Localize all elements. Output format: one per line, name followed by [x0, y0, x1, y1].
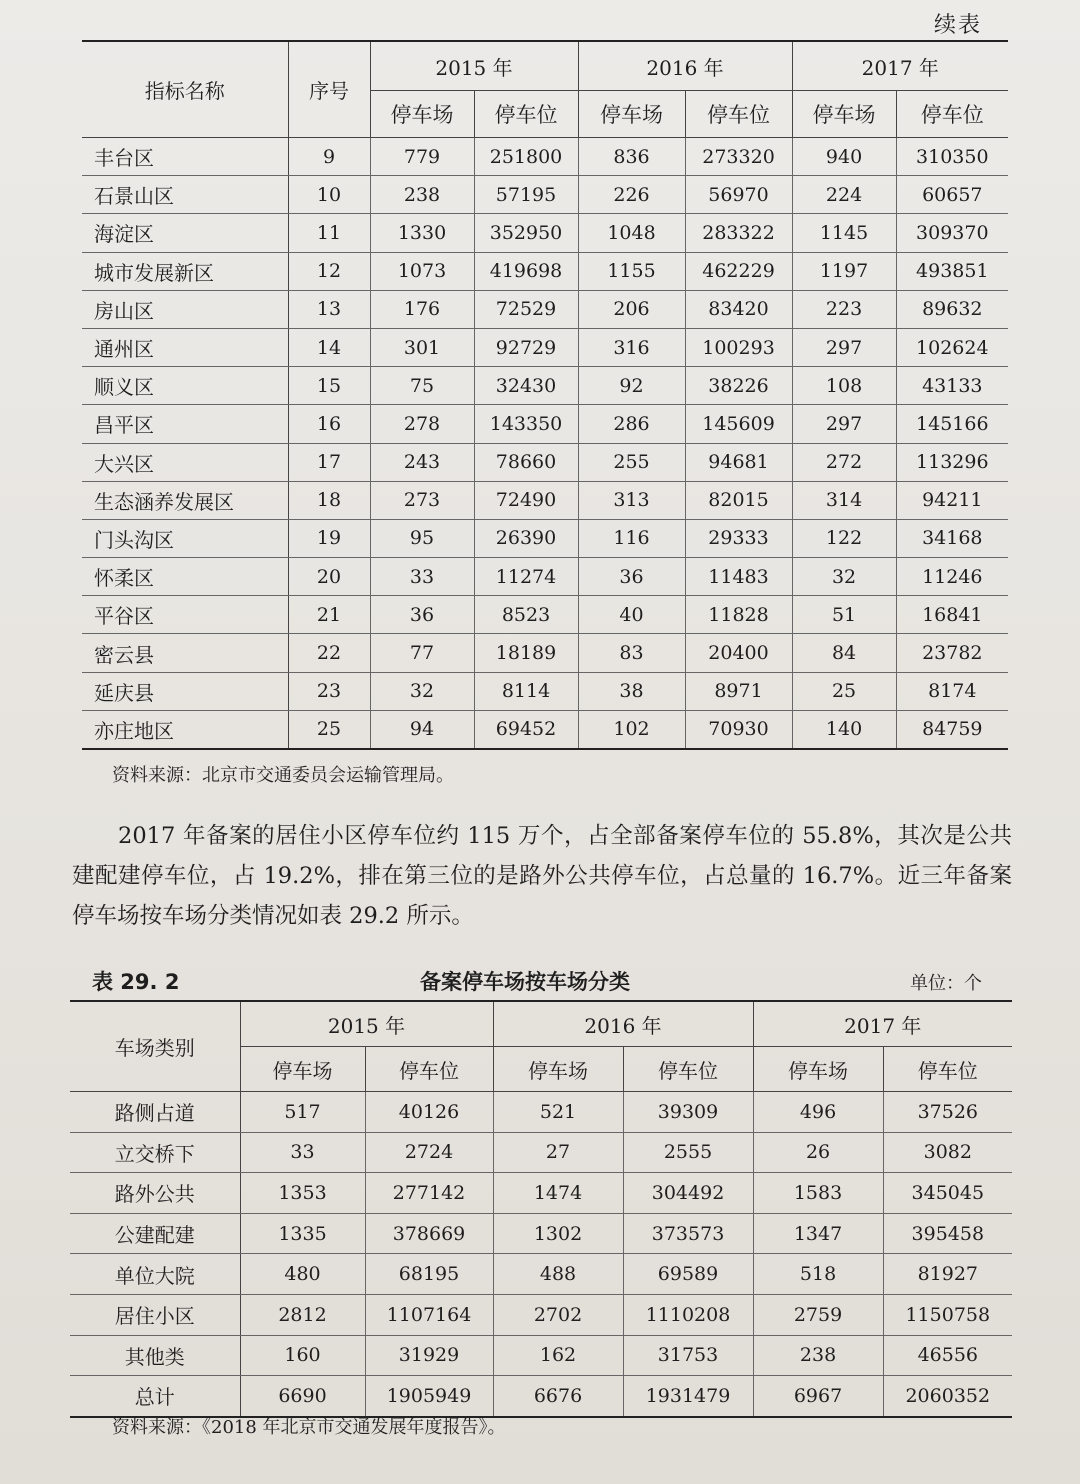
- row-name: 通州区: [82, 328, 288, 366]
- cell-lots: 84: [792, 634, 896, 672]
- table2-source-note: 资料来源：《2018 年北京市交通发展年度报告》。: [112, 1417, 506, 1438]
- table2-unit: 单位：个: [910, 973, 982, 994]
- cell-lots: 1073: [370, 252, 474, 290]
- cell-lots: 162: [493, 1335, 623, 1376]
- cell-lots: 108: [792, 367, 896, 405]
- cell-spaces: 16841: [896, 596, 1008, 634]
- cell-spaces: 2724: [365, 1132, 493, 1173]
- cell-lots: 38: [578, 672, 685, 710]
- table-row: [70, 1213, 1012, 1254]
- row-seq: 17: [288, 443, 370, 481]
- cell-spaces: 39309: [623, 1092, 753, 1133]
- table-row: [82, 443, 1008, 481]
- row-name: 房山区: [82, 290, 288, 328]
- header-spaces: 停车位: [365, 1047, 493, 1092]
- row-name: 石景山区: [82, 176, 288, 214]
- row-seq: 15: [288, 367, 370, 405]
- table-row: [70, 1132, 1012, 1173]
- row-seq: 18: [288, 481, 370, 519]
- cell-spaces: 8523: [474, 596, 578, 634]
- row-name: 城市发展新区: [82, 252, 288, 290]
- cell-spaces: 34168: [896, 519, 1008, 557]
- cell-spaces: 11483: [685, 558, 792, 596]
- cell-lots: 75: [370, 367, 474, 405]
- row-name: 顺义区: [82, 367, 288, 405]
- cell-spaces: 56970: [685, 176, 792, 214]
- cell-spaces: 29333: [685, 519, 792, 557]
- cell-lots: 480: [240, 1254, 365, 1295]
- table-row: [82, 672, 1008, 710]
- cell-lots: 1474: [493, 1173, 623, 1214]
- header-lots: 停车场: [493, 1047, 623, 1092]
- row-seq: 12: [288, 252, 370, 290]
- cell-lots: 313: [578, 481, 685, 519]
- cell-lots: 51: [792, 596, 896, 634]
- cell-spaces: 345045: [883, 1173, 1012, 1214]
- cell-lots: 314: [792, 481, 896, 519]
- table-row: [70, 1092, 1012, 1133]
- cell-lots: 33: [370, 558, 474, 596]
- cell-lots: 140: [792, 710, 896, 749]
- table-row: [82, 710, 1008, 749]
- row-name: 平谷区: [82, 596, 288, 634]
- table-row: [82, 596, 1008, 634]
- cell-lots: 36: [578, 558, 685, 596]
- cell-spaces: 145609: [685, 405, 792, 443]
- row-name: 大兴区: [82, 443, 288, 481]
- header-seq: 序号: [288, 41, 370, 138]
- table-row: [70, 1294, 1012, 1335]
- cell-spaces: 26390: [474, 519, 578, 557]
- cell-spaces: 277142: [365, 1173, 493, 1214]
- cell-spaces: 94681: [685, 443, 792, 481]
- cell-lots: 521: [493, 1092, 623, 1133]
- cell-spaces: 100293: [685, 328, 792, 366]
- cell-lots: 1583: [753, 1173, 883, 1214]
- cell-lots: 779: [370, 138, 474, 176]
- row-name: 延庆县: [82, 672, 288, 710]
- row-seq: 14: [288, 328, 370, 366]
- parking-by-category-table: [70, 1000, 1012, 1418]
- cell-lots: 2702: [493, 1294, 623, 1335]
- row-seq: 22: [288, 634, 370, 672]
- table-row: [70, 1254, 1012, 1295]
- cell-lots: 1048: [578, 214, 685, 252]
- row-name: 单位大院: [70, 1254, 240, 1295]
- cell-spaces: 8174: [896, 672, 1008, 710]
- cell-lots: 2812: [240, 1294, 365, 1335]
- cell-spaces: 143350: [474, 405, 578, 443]
- header-spaces: 停车位: [623, 1047, 753, 1092]
- row-seq: 13: [288, 290, 370, 328]
- cell-spaces: 113296: [896, 443, 1008, 481]
- continued-label: 续表: [933, 13, 982, 38]
- cell-lots: 496: [753, 1092, 883, 1133]
- row-name: 路侧占道: [70, 1092, 240, 1133]
- cell-spaces: 31929: [365, 1335, 493, 1376]
- cell-spaces: 273320: [685, 138, 792, 176]
- cell-spaces: 8114: [474, 672, 578, 710]
- cell-lots: 517: [240, 1092, 365, 1133]
- cell-lots: 286: [578, 405, 685, 443]
- header-category: 车场类别: [70, 1001, 240, 1092]
- cell-spaces: 72529: [474, 290, 578, 328]
- cell-spaces: 1110208: [623, 1294, 753, 1335]
- table-row: [82, 367, 1008, 405]
- header-spaces: 停车位: [896, 91, 1008, 138]
- cell-lots: 518: [753, 1254, 883, 1295]
- cell-lots: 836: [578, 138, 685, 176]
- cell-lots: 176: [370, 290, 474, 328]
- row-name: 怀柔区: [82, 558, 288, 596]
- cell-lots: 1145: [792, 214, 896, 252]
- cell-lots: 226: [578, 176, 685, 214]
- cell-lots: 206: [578, 290, 685, 328]
- cell-spaces: 352950: [474, 214, 578, 252]
- cell-spaces: 2060352: [883, 1376, 1012, 1417]
- cell-spaces: 283322: [685, 214, 792, 252]
- table-row: [82, 405, 1008, 443]
- row-name: 丰台区: [82, 138, 288, 176]
- header-lots: 停车场: [240, 1047, 365, 1092]
- cell-spaces: 419698: [474, 252, 578, 290]
- cell-spaces: 69589: [623, 1254, 753, 1295]
- cell-lots: 940: [792, 138, 896, 176]
- cell-lots: 316: [578, 328, 685, 366]
- header-lots: 停车场: [370, 91, 474, 138]
- cell-spaces: 493851: [896, 252, 1008, 290]
- row-name: 生态涵养发展区: [82, 481, 288, 519]
- cell-lots: 32: [792, 558, 896, 596]
- table-row: [70, 1376, 1012, 1417]
- header-year-2017: 2017 年: [753, 1001, 1012, 1047]
- header-indicator-name: 指标名称: [82, 41, 288, 138]
- body-paragraph: [72, 816, 1012, 936]
- cell-spaces: 94211: [896, 481, 1008, 519]
- cell-spaces: 57195: [474, 176, 578, 214]
- cell-lots: 102: [578, 710, 685, 749]
- cell-lots: 94: [370, 710, 474, 749]
- row-seq: 11: [288, 214, 370, 252]
- cell-lots: 27: [493, 1132, 623, 1173]
- row-seq: 21: [288, 596, 370, 634]
- cell-spaces: 70930: [685, 710, 792, 749]
- cell-spaces: 78660: [474, 443, 578, 481]
- cell-spaces: 8971: [685, 672, 792, 710]
- cell-spaces: 43133: [896, 367, 1008, 405]
- table-row: [82, 328, 1008, 366]
- district-parking-table: [82, 40, 1008, 750]
- paragraph-text: 2017 年备案的居住小区停车位约 115 万个，占全部备案停车位的 55.8%，其次是公共建配建停车位，占 19.2%，排在第三位的是路外公共停车位，占总量的 16.7%。近三年备案停车场按车场分类情况如表 29.2 所示。: [72, 823, 1012, 929]
- cell-spaces: 378669: [365, 1213, 493, 1254]
- table-row: [82, 558, 1008, 596]
- cell-spaces: 31753: [623, 1335, 753, 1376]
- row-name: 立交桥下: [70, 1132, 240, 1173]
- cell-spaces: 11828: [685, 596, 792, 634]
- cell-lots: 36: [370, 596, 474, 634]
- row-name: 亦庄地区: [82, 710, 288, 749]
- row-seq: 10: [288, 176, 370, 214]
- cell-spaces: 37526: [883, 1092, 1012, 1133]
- header-year-2017: 2017 年: [792, 41, 1008, 91]
- row-seq: 20: [288, 558, 370, 596]
- cell-spaces: 304492: [623, 1173, 753, 1214]
- cell-spaces: 373573: [623, 1213, 753, 1254]
- cell-lots: 488: [493, 1254, 623, 1295]
- table-row: [82, 214, 1008, 252]
- cell-lots: 238: [753, 1335, 883, 1376]
- cell-lots: 1155: [578, 252, 685, 290]
- cell-lots: 92: [578, 367, 685, 405]
- cell-lots: 33: [240, 1132, 365, 1173]
- cell-spaces: 60657: [896, 176, 1008, 214]
- header-year-2016: 2016 年: [493, 1001, 753, 1047]
- cell-spaces: 84759: [896, 710, 1008, 749]
- cell-lots: 1347: [753, 1213, 883, 1254]
- table-row: [82, 481, 1008, 519]
- cell-spaces: 32430: [474, 367, 578, 405]
- cell-lots: 297: [792, 328, 896, 366]
- cell-lots: 2759: [753, 1294, 883, 1335]
- cell-spaces: 82015: [685, 481, 792, 519]
- cell-spaces: 462229: [685, 252, 792, 290]
- row-name: 总计: [70, 1376, 240, 1417]
- header-lots: 停车场: [753, 1047, 883, 1092]
- cell-lots: 297: [792, 405, 896, 443]
- cell-spaces: 1931479: [623, 1376, 753, 1417]
- header-spaces: 停车位: [883, 1047, 1012, 1092]
- header-year-2015: 2015 年: [370, 41, 578, 91]
- table-row: [82, 290, 1008, 328]
- cell-lots: 6967: [753, 1376, 883, 1417]
- table-row: [82, 138, 1008, 176]
- cell-spaces: 83420: [685, 290, 792, 328]
- cell-lots: 1197: [792, 252, 896, 290]
- cell-lots: 1353: [240, 1173, 365, 1214]
- row-name: 门头沟区: [82, 519, 288, 557]
- cell-spaces: 1107164: [365, 1294, 493, 1335]
- table-row: [82, 252, 1008, 290]
- table-row: [82, 634, 1008, 672]
- cell-spaces: 23782: [896, 634, 1008, 672]
- table2-title: 备案停车场按车场分类: [420, 970, 630, 994]
- cell-lots: 83: [578, 634, 685, 672]
- cell-lots: 122: [792, 519, 896, 557]
- cell-lots: 223: [792, 290, 896, 328]
- cell-spaces: 2555: [623, 1132, 753, 1173]
- cell-lots: 6676: [493, 1376, 623, 1417]
- row-name: 路外公共: [70, 1173, 240, 1214]
- table2-number: 表 29. 2: [92, 970, 180, 994]
- header-lots: 停车场: [792, 91, 896, 138]
- row-name: 海淀区: [82, 214, 288, 252]
- cell-spaces: 89632: [896, 290, 1008, 328]
- cell-lots: 224: [792, 176, 896, 214]
- cell-spaces: 92729: [474, 328, 578, 366]
- cell-lots: 1302: [493, 1213, 623, 1254]
- cell-lots: 6690: [240, 1376, 365, 1417]
- cell-spaces: 68195: [365, 1254, 493, 1295]
- row-seq: 25: [288, 710, 370, 749]
- row-name: 其他类: [70, 1335, 240, 1376]
- cell-lots: 160: [240, 1335, 365, 1376]
- table-row: [82, 176, 1008, 214]
- row-seq: 23: [288, 672, 370, 710]
- row-name: 昌平区: [82, 405, 288, 443]
- cell-spaces: 81927: [883, 1254, 1012, 1295]
- cell-lots: 278: [370, 405, 474, 443]
- cell-spaces: 309370: [896, 214, 1008, 252]
- cell-lots: 272: [792, 443, 896, 481]
- table-row: [82, 519, 1008, 557]
- header-year-2015: 2015 年: [240, 1001, 493, 1047]
- cell-spaces: 11246: [896, 558, 1008, 596]
- cell-lots: 25: [792, 672, 896, 710]
- cell-lots: 255: [578, 443, 685, 481]
- table-row: [70, 1335, 1012, 1376]
- cell-lots: 32: [370, 672, 474, 710]
- cell-spaces: 46556: [883, 1335, 1012, 1376]
- cell-spaces: 310350: [896, 138, 1008, 176]
- row-name: 密云县: [82, 634, 288, 672]
- row-seq: 9: [288, 138, 370, 176]
- cell-lots: 40: [578, 596, 685, 634]
- cell-lots: 273: [370, 481, 474, 519]
- header-year-2016: 2016 年: [578, 41, 792, 91]
- cell-spaces: 102624: [896, 328, 1008, 366]
- row-name: 公建配建: [70, 1213, 240, 1254]
- cell-spaces: 145166: [896, 405, 1008, 443]
- cell-spaces: 1150758: [883, 1294, 1012, 1335]
- header-spaces: 停车位: [685, 91, 792, 138]
- row-seq: 19: [288, 519, 370, 557]
- cell-spaces: 20400: [685, 634, 792, 672]
- cell-lots: 1335: [240, 1213, 365, 1254]
- cell-lots: 1330: [370, 214, 474, 252]
- cell-spaces: 69452: [474, 710, 578, 749]
- cell-lots: 243: [370, 443, 474, 481]
- header-spaces: 停车位: [474, 91, 578, 138]
- cell-spaces: 251800: [474, 138, 578, 176]
- cell-spaces: 38226: [685, 367, 792, 405]
- cell-lots: 95: [370, 519, 474, 557]
- table1-source-note: 资料来源：北京市交通委员会运输管理局。: [112, 765, 454, 786]
- row-seq: 16: [288, 405, 370, 443]
- cell-spaces: 3082: [883, 1132, 1012, 1173]
- cell-lots: 301: [370, 328, 474, 366]
- row-name: 居住小区: [70, 1294, 240, 1335]
- cell-spaces: 395458: [883, 1213, 1012, 1254]
- cell-spaces: 40126: [365, 1092, 493, 1133]
- cell-spaces: 18189: [474, 634, 578, 672]
- cell-lots: 116: [578, 519, 685, 557]
- header-lots: 停车场: [578, 91, 685, 138]
- cell-lots: 77: [370, 634, 474, 672]
- table-row: [70, 1173, 1012, 1214]
- cell-spaces: 11274: [474, 558, 578, 596]
- cell-spaces: 72490: [474, 481, 578, 519]
- cell-lots: 26: [753, 1132, 883, 1173]
- cell-spaces: 1905949: [365, 1376, 493, 1417]
- cell-lots: 238: [370, 176, 474, 214]
